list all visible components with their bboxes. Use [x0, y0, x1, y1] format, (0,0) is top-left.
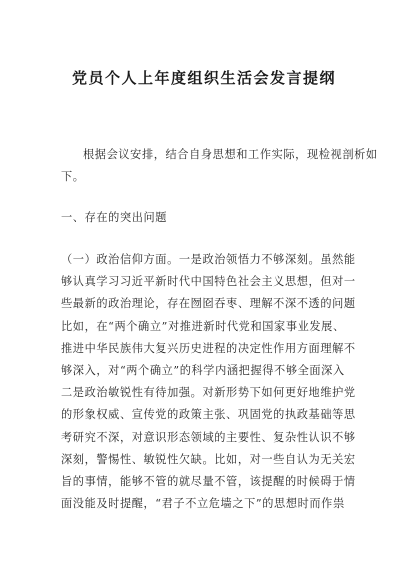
- document-title: 党员个人上年度组织生活会发言提纲: [71, 69, 336, 87]
- intro-line: 根据会议安排，结合自身思想和工作实际，现检视剖析如: [83, 148, 378, 161]
- section-heading: [61, 207, 355, 229]
- body-line: （一）政治信仰方面。一是政治领悟力不够深刻。虽然能: [61, 253, 356, 266]
- intro-paragraph: [61, 144, 378, 188]
- body-line: 考研究不深，对意识形态领域的主要性、复杂性认识不够: [61, 430, 356, 444]
- section-heading-text: 一、存在的突出问题: [61, 211, 168, 224]
- body-line: 旨的事情，能够不管的就尽量不管，该提醒的时候碍于情: [61, 474, 356, 488]
- body-line: 的形象权威、宣传党的政策主张、巩固党的执政基础等思: [61, 408, 356, 422]
- body-paragraph: [61, 249, 355, 515]
- body-line: 面没能及时提醒，“君子不立危墙之下”的思想时而作祟: [61, 497, 345, 511]
- body-line: 二是政治敏锐性有待加强。对新形势下如何更好地维护党: [61, 386, 356, 400]
- body-line: 推进中华民族伟大复兴历史进程的决定性作用方面理解不: [61, 341, 356, 355]
- body-line: 比如，在“两个确立”对推进新时代党和国家事业发展、: [61, 319, 345, 333]
- intro-line: 下。: [61, 170, 85, 184]
- body-line: 深刻，警惕性、敏锐性欠缺。比如，对一些自认为无关宏: [61, 452, 356, 466]
- body-line: 些最新的政治理论，存在囫囵吞枣、理解不深不透的问题: [61, 297, 356, 311]
- body-line: 够认真学习习近平新时代中国特色社会主义思想，但对一: [61, 275, 356, 289]
- body-line: 够深入，对“两个确立”的科学内涵把握得不够全面深入: [61, 363, 345, 377]
